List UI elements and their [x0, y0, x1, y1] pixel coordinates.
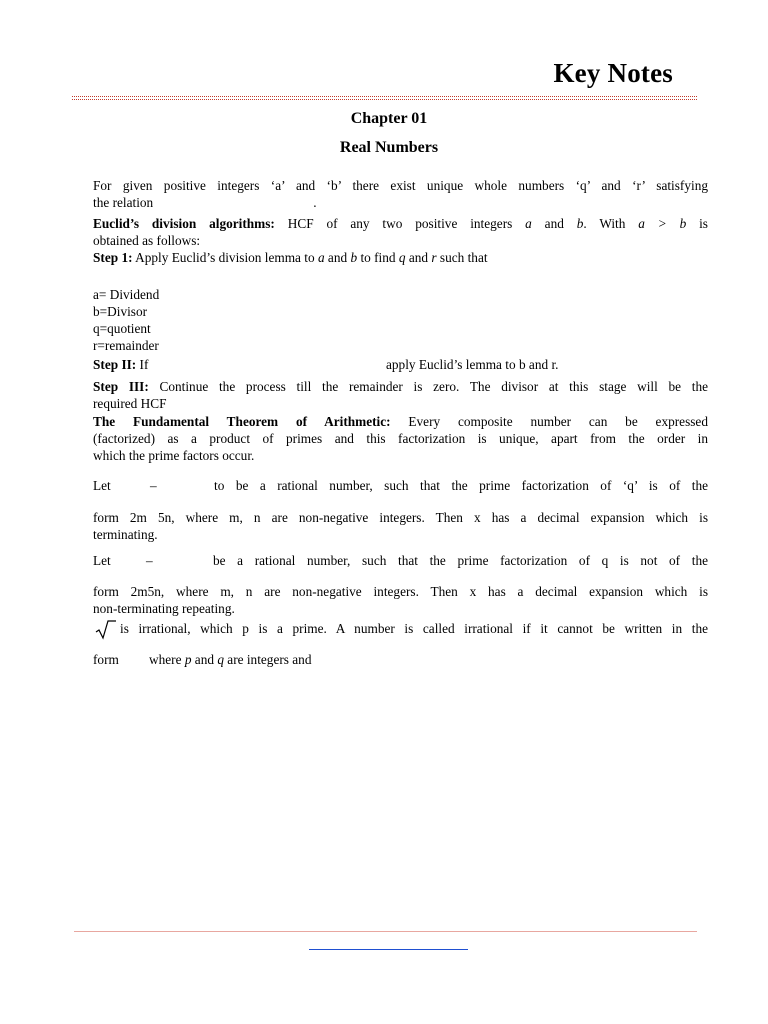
- form-line: [149, 651, 311, 668]
- paragraph-intro-line2: [93, 194, 317, 211]
- header-divider-secondary: [72, 99, 697, 100]
- let1-dash: –: [150, 478, 157, 493]
- step3-line2: required HCF: [93, 396, 167, 411]
- let1-line2: form 2m 5n, where m, n are non-negative integers. Then x has a decimal expansion which is: [93, 510, 708, 525]
- paragraph-intro-line1: For given positive integers ‘a’ and ‘b’ there exist unique whole numbers ‘q’ and ‘r’ satisfying: [93, 178, 708, 193]
- step1-and2: and: [405, 250, 432, 265]
- chapter-number: Chapter 01: [350, 110, 428, 127]
- let1-line3: terminating.: [93, 527, 158, 542]
- euclid-label: Euclid’s division algorithms:: [93, 216, 275, 231]
- definition-quotient: q=quotient: [93, 321, 151, 336]
- fta-text: Every composite number can be expressed: [390, 414, 708, 429]
- step3-line1: [93, 378, 708, 395]
- euclid-condition: a > b: [638, 216, 687, 231]
- form-and: and: [191, 652, 218, 667]
- footer-link[interactable]: [309, 949, 468, 950]
- step1-var-b: b: [350, 250, 358, 265]
- definition-divisor: b=Divisor: [93, 304, 148, 319]
- step2-label: Step II:: [93, 357, 137, 372]
- form-where: where: [149, 652, 185, 667]
- euclid-text: HCF of any two positive integers: [274, 216, 526, 231]
- let2-line3: non-terminating repeating.: [93, 601, 235, 616]
- definition-dividend: a= Dividend: [93, 287, 160, 302]
- step3-text: Continue the process till the remainder is zero. The divisor at this stage will be the: [148, 379, 709, 394]
- let2-dash: –: [146, 553, 153, 568]
- irrational-line: is irrational, which p is a prime. A number is called irrational if it cannot be written in the: [120, 621, 708, 636]
- let1-let: Let: [93, 478, 111, 493]
- step1-var-a: a: [317, 250, 325, 265]
- step1-and: and: [324, 250, 351, 265]
- square-root-icon: [95, 618, 117, 640]
- step2-text: apply Euclid’s lemma to b and r.: [386, 357, 559, 372]
- step1-var-q: q: [398, 250, 406, 265]
- fta-label: The Fundamental Theorem of Arithmetic:: [93, 414, 391, 429]
- step1-find: to find: [357, 250, 399, 265]
- step1-text: Apply Euclid’s division lemma to: [132, 250, 318, 265]
- fta-line3: which the prime factors occur.: [93, 448, 255, 463]
- euclid-with: . With: [583, 216, 639, 231]
- intro-dot: .: [313, 195, 317, 210]
- let1-text: to be a rational number, such that the prime factorization of ‘q’ is of the: [214, 478, 708, 493]
- step3-label: Step III:: [93, 379, 149, 394]
- step1-var-r: r: [431, 250, 437, 265]
- step1-line: [93, 249, 488, 266]
- form-integers: are integers and: [223, 652, 312, 667]
- form-var-q: q: [217, 652, 224, 667]
- form-var-p: p: [184, 652, 192, 667]
- let2-text: be a rational number, such that the prime factorization of q is not of the: [213, 553, 708, 568]
- definition-remainder: r=remainder: [93, 338, 159, 353]
- euclid-line2: obtained as follows:: [93, 233, 201, 248]
- chapter-title: Real Numbers: [339, 139, 439, 156]
- euclid-var-b: b: [576, 216, 584, 231]
- euclid-line1: [93, 215, 708, 232]
- euclid-var-a: a: [525, 216, 532, 231]
- step2-line: [93, 356, 148, 373]
- euclid-and: and: [531, 216, 577, 231]
- step1-such-that: such that: [436, 250, 488, 265]
- header-divider: [72, 96, 697, 97]
- fta-line1: [93, 413, 708, 430]
- step2-if: If: [136, 357, 149, 372]
- footer-divider: [74, 931, 697, 932]
- step1-label: Step 1:: [93, 250, 133, 265]
- fta-line2: (factorized) as a product of primes and this factorization is unique, apart from the order in: [93, 431, 708, 446]
- let2-line2: form 2m5n, where m, n are non-negative integers. Then x has a decimal expansion which is: [93, 584, 708, 599]
- intro-relation-text: the relation: [93, 195, 154, 210]
- euclid-is: is: [686, 216, 708, 231]
- form-word: form: [93, 652, 119, 667]
- page-title: Key Notes: [553, 58, 673, 88]
- let2-let: Let: [93, 553, 111, 568]
